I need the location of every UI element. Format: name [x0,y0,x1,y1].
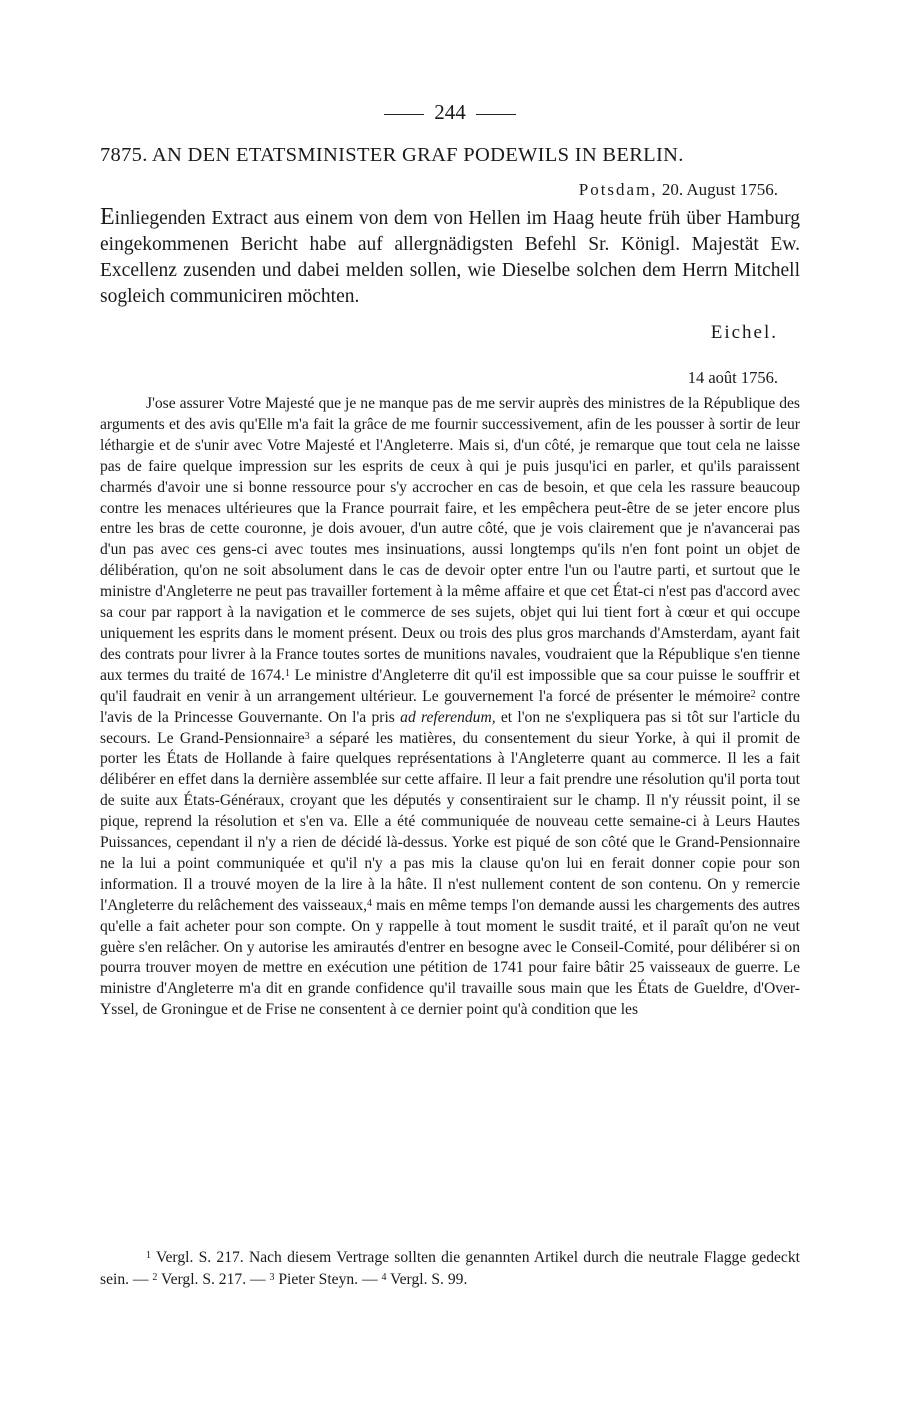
left-dash [384,114,424,115]
right-dash [476,114,516,115]
footnote-ref-4: 4 [367,897,373,909]
footnotes [100,1247,800,1291]
footnote-text-4: Vergl. S. 99. [386,1271,468,1288]
footnote-ref-1: 1 [284,667,290,679]
footnote-text-2: Vergl. S. 217. — [157,1271,270,1288]
place-date [579,180,778,200]
footnote-number-2: 2 [152,1272,158,1283]
letter-text: inliegenden Extract aus einem von dem von Hellen im Haag heute früh über Hamburg eingekommenen Bericht habe auf allergnädigsten Befehl Sr. Königl. Majestät Ew. Excellenz zusenden und dabei melden sollen, wie Dieselbe solchen dem Herrn Mitchell sogleich communiciren möchten. [100,208,800,307]
letter-heading: 7875. AN DEN ETATSMINISTER GRAF PODEWILS IN BERLIN. [100,144,684,166]
report-text: J'ose assurer Votre Majesté que je ne manque pas de me servir auprès des ministres de la République des arguments et des avis qu'Elle m'a fait la grâce de me fournir successivement, afin de les pousser à sortir de leur léthargie et de s'unir avec Votre Majesté et l'Angleterre. Mais si, d'un côté, je remarque que tout cela ne laisse pas de faire quelque impression sur les esprits de ceux à qui je puis jusqu'ici en parler, et qu'ils paraissent charmés d'avoir une si bonne ressource pour s'y accrocher en cas de besoin, et que cela les rassure beaucoup contre les menaces ultérieures que la France pourrait faire, et les empêchera peut-être de se jeter encore plus entre les bras de cette couronne, je dois avouer, d'un autre côté, que je vois clairement que je n'avancerai pas d'un pas avec ces gens-ci avec toutes mes insinuations, aussi longtemps qu'ils n'en font point un objet de délibération, qu'on ne soit absolument dans le cas de devoir opter entre l'un ou l'autre parti, et surtout que le ministre d'Angleterre ne peut pas travailler fortement à la même affaire et que cet État-ci n'est pas d'accord avec sa cour par rapport à la navigation et le commerce de ses sujets, objet qui lui tient fort à cœur et qui occupe uniquement les esprits dans le moment présent. Deux ou trois des plus gros marchands d'Amsterdam, ayant fait des contrats pour livrer à la France toutes sortes de munitions navales, voudraient que la République s'en tienne aux termes du traité de 1674.$^1$ Le ministre d'Angleterre dit qu'il est impossible que sa cour puisse le souffrir et qu'il faudrait en venir à un arrangement ultérieur. Le gouvernement l'a forcé de présenter le mémoire$^2$ contre l'avis de la Princesse Gouvernante. On l'a pris ad referendum, et l'on ne s'expliquera pas si tôt sur l'article du secours. Le Grand-Pensionnaire$^3$ a séparé les matières, du consentement du sieur Yorke, à qui il promit de porter les États de Hollande à faire quelques représentations à l'Angleterre quant au commerce. Il les a fait délibérer en effet dans la dernière assemblée sur cette affaire. Il leur a fait prendre une résolution qu'il porta tout de suite aux États-Généraux, croyant que les députés y consentiraient sur le champ. Il n'y réussit point, il se pique, reprend la résolution et s'en va. Elle a été communiquée de nouveau cette semaine-ci à Leurs Hautes Puissances, cependant il n'y a rien de décidé là-dessus. Yorke est piqué de son côté que le Grand-Pensionnaire ne la lui a point communiquée et qu'il n'y a pas mis la clause qu'on lui en ferait donner copie pour son information. Il a trouvé moyen de la lire à la hâte. Il n'est nullement content de son contenu. On y remercie l'Angleterre du relâchement des vaisseaux,$^4$ mais en même temps l'on demande aussi les chargements des autres qu'elle a fait acheter pour son compte. On y rappelle à tout moment le susdit traité, et il paraît qu'on ne veut guère s'en relâcher. On y autorise les amirautés d'entrer en besogne avec le Conseil-Comité, pour délibérer si on pourra trouver moyen de mettre en exécution une pétition de 1741 pour faire bâtir 25 vaisseaux de guerre. Le ministre d'Angleterre m'a dit en grande confidence qu'il travaille sous main que les États de Gueldre, d'Over-Yssel, de Groningue et de Frise ne consentent à ce dernier point qu'à condition que les [100,395,801,1019]
footnote-text-1: Vergl. S. 217. Nach diesem Vertrage sollten die genannten Artikel durch die neutrale Flagge gedeckt sein. — [100,1249,800,1288]
report-date: 14 août 1756. [687,368,778,387]
initial-letter: E [100,204,115,230]
page-number: 244 [100,100,800,125]
footnote-text-3: Pieter Steyn. — [274,1271,382,1288]
footnote-ref-3: 3 [304,730,310,742]
footnote-number-3: 3 [269,1272,275,1283]
letter-body [100,204,800,310]
footnote-ref-2: 2 [750,688,756,700]
signature: Eichel. [710,322,778,343]
italic-phrase: ad referendum, [400,708,496,726]
date: 20. August 1756. [661,180,778,199]
place: Potsdam, [578,180,658,199]
footnote-number-4: 4 [381,1272,387,1283]
footnote-number-1: 1 [146,1250,151,1261]
